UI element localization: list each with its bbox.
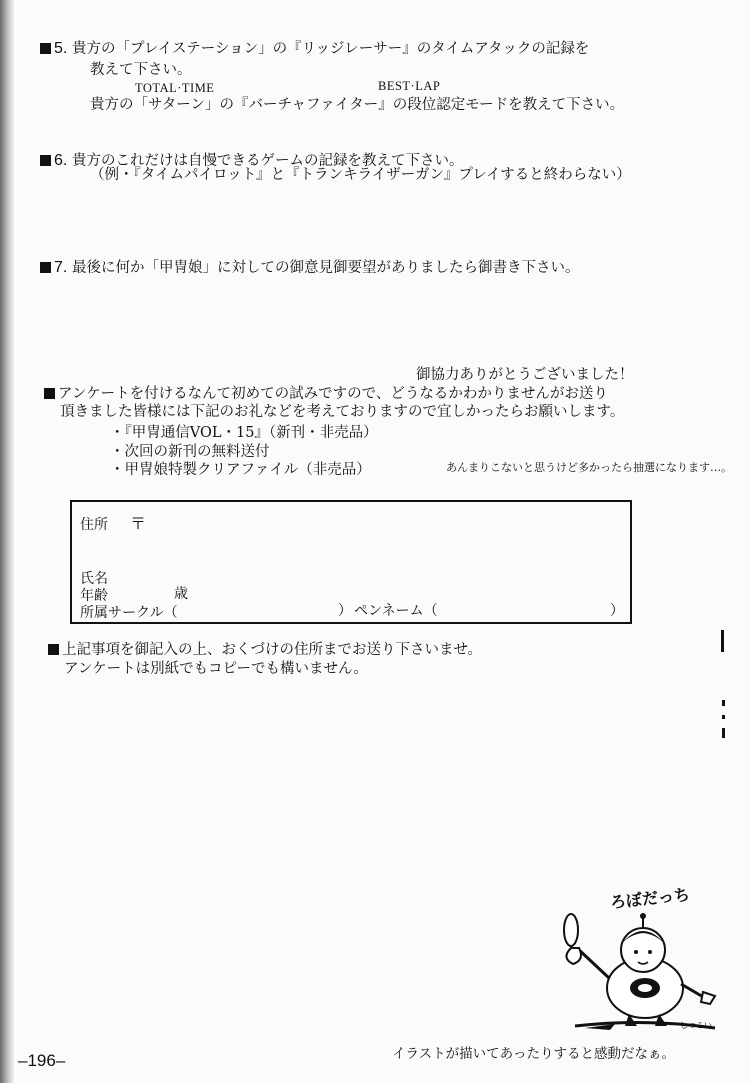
- notice-line2: 頂きました皆様には下記のお礼などを考えておりますので宜しかったらお願いします。: [60, 404, 625, 420]
- edge-mark: [721, 630, 724, 652]
- circle-close: ）: [338, 603, 352, 619]
- square-bullet-icon: [44, 388, 55, 399]
- postal-mark: 〒: [130, 514, 147, 533]
- q7-line1: 7. 最後に何か「甲冑娘」に対しての御意見御要望がありましたら御書き下さい。: [40, 259, 579, 277]
- penname-label: ペンネーム（: [354, 603, 438, 619]
- square-bullet-icon: [40, 43, 51, 54]
- q5-line2: 教えて下さい。: [90, 62, 192, 78]
- square-bullet-icon: [40, 262, 51, 273]
- total-time-label: TOTAL·TIME: [135, 81, 215, 95]
- footer-notice-line1: 上記事項を御記入の上、おくづけの住所までお送り下さいませ。: [48, 641, 482, 659]
- edge-mark: [722, 715, 725, 719]
- handwritten-note: あんまりこないと思うけど多かったら抽選になります…。: [446, 461, 732, 474]
- square-bullet-icon: [48, 644, 59, 655]
- best-lap-label: BEST·LAP: [378, 79, 441, 93]
- q5-line1: 5. 貴方の「プレイステーション」の『リッジレーサー』のタイムアタックの記録を: [40, 40, 589, 58]
- q6-line2: （例・『タイムパイロット』と『トランキライザーガン』プレイすると終わらない）: [90, 167, 631, 183]
- reward-item: ・次回の新刊の無料送付: [110, 444, 270, 460]
- book-spine-shadow: [0, 0, 14, 1083]
- edge-mark: [722, 700, 725, 706]
- circle-label: 所属サークル（: [80, 605, 178, 621]
- robot-character-illustration: [555, 884, 740, 1033]
- q5-line3: 貴方の「サターン」の『バーチャファイター』の段位認定モードを教えて下さい。: [90, 97, 625, 113]
- illustration-title: ろぼだっち: [609, 884, 691, 913]
- q6-number: 6.: [54, 152, 68, 169]
- age-label: 年齢: [80, 588, 108, 604]
- reward-item: ・『甲冑通信VOL・15』（新刊・非売品）: [110, 425, 378, 441]
- address-form-box: [70, 500, 632, 624]
- footer-notice-line2: アンケートは別紙でもコピーでも構いません。: [64, 661, 368, 677]
- q5-number: 5.: [54, 40, 68, 57]
- thanks-text: 御協力ありがとうございました！: [416, 367, 634, 383]
- illustration-caption: イラストが描いてあったりすると感動だなぁ。: [392, 1046, 675, 1062]
- edge-mark: [722, 728, 725, 738]
- page-number: –196–: [18, 1051, 66, 1070]
- q7-number: 7.: [54, 259, 68, 276]
- name-label: 氏名: [80, 571, 108, 587]
- age-unit: 歳: [174, 586, 188, 602]
- address-label: 住所: [80, 517, 108, 533]
- penname-close: ）: [610, 603, 624, 619]
- square-bullet-icon: [40, 155, 51, 166]
- robot-character-icon: [555, 884, 740, 1033]
- illustration-note: しつこい: [680, 1021, 712, 1030]
- reward-item: ・甲冑娘特製クリアファイル（非売品）: [110, 462, 371, 478]
- notice-line1: アンケートを付けるなんて初めての試みですので、どうなるかわかりませんがお送り: [44, 385, 608, 403]
- q6-line1: 6. 貴方のこれだけは自慢できるゲームの記録を教えて下さい。: [40, 152, 463, 170]
